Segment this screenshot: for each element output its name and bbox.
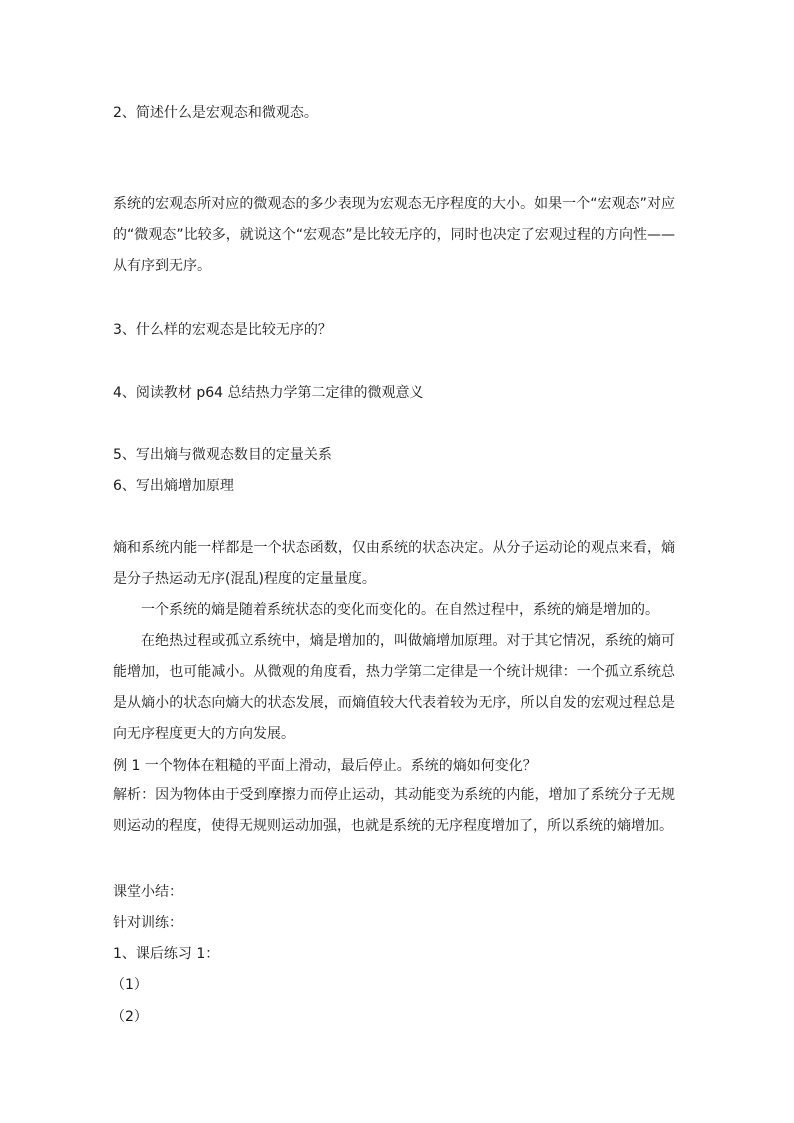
class-summary-label: 课堂小结： xyxy=(113,884,183,900)
question-4: 4、阅读教材 p64 总结热力学第二定律的微观意义 xyxy=(113,385,424,401)
entropy-paragraph-1: 熵和系统内能一样都是一个状态函数，仅由系统的状态决定。从分子运动论的观点来看，熵是分子热运动无序(混乱)程度的定量量度。 xyxy=(113,540,675,587)
question-3: 3、什么样的宏观态是比较无序的？ xyxy=(113,322,332,338)
analysis-paragraph: 解析：因为物体由于受到摩擦力而停止运动，其动能变为系统的内能，增加了系统分子无规则运动的程度，使得无规则运动加强，也就是系统的无序程度增加了，所以系统的熵增加。 xyxy=(113,787,675,834)
question-2: 2、简述什么是宏观态和微观态。 xyxy=(113,105,318,121)
macro-state-paragraph: 系统的宏观态所对应的微观态的多少表现为宏观态无序程度的大小。如果一个“宏观态”对应的“微观态”比较多，就说这个“宏观态”是比较无序的，同时也决定了宏观过程的方向性——从有序到无序。 xyxy=(113,196,675,274)
entropy-paragraph-3: 在绝热过程或孤立系统中，熵是增加的，叫做熵增加原理。对于其它情况，系统的熵可能增加，也可能减小。从微观的角度看，热力学第二定律是一个统计规律：一个孤立系统总是从熵小的状态向熵大的状态发展，而熵值较大代表着较为无序，所以自发的宏观过程总是向无序程度更大的方向发展。 xyxy=(113,633,675,742)
targeted-training-label: 针对训练： xyxy=(113,915,183,931)
entropy-paragraph-2: 一个系统的熵是随着系统状态的变化而变化的。在自然过程中，系统的熵是增加的。 xyxy=(141,602,659,618)
question-6: 6、写出熵增加原理 xyxy=(113,478,234,494)
exercise-item-1: （1） xyxy=(111,977,148,993)
example-1: 例 1 一个物体在粗糙的平面上滑动，最后停止。系统的熵如何变化？ xyxy=(113,758,537,774)
exercise-1-label: 1、课后练习 1： xyxy=(113,946,220,962)
exercise-item-2: （2） xyxy=(111,1009,148,1025)
question-5: 5、写出熵与微观态数目的定量关系 xyxy=(113,447,332,463)
